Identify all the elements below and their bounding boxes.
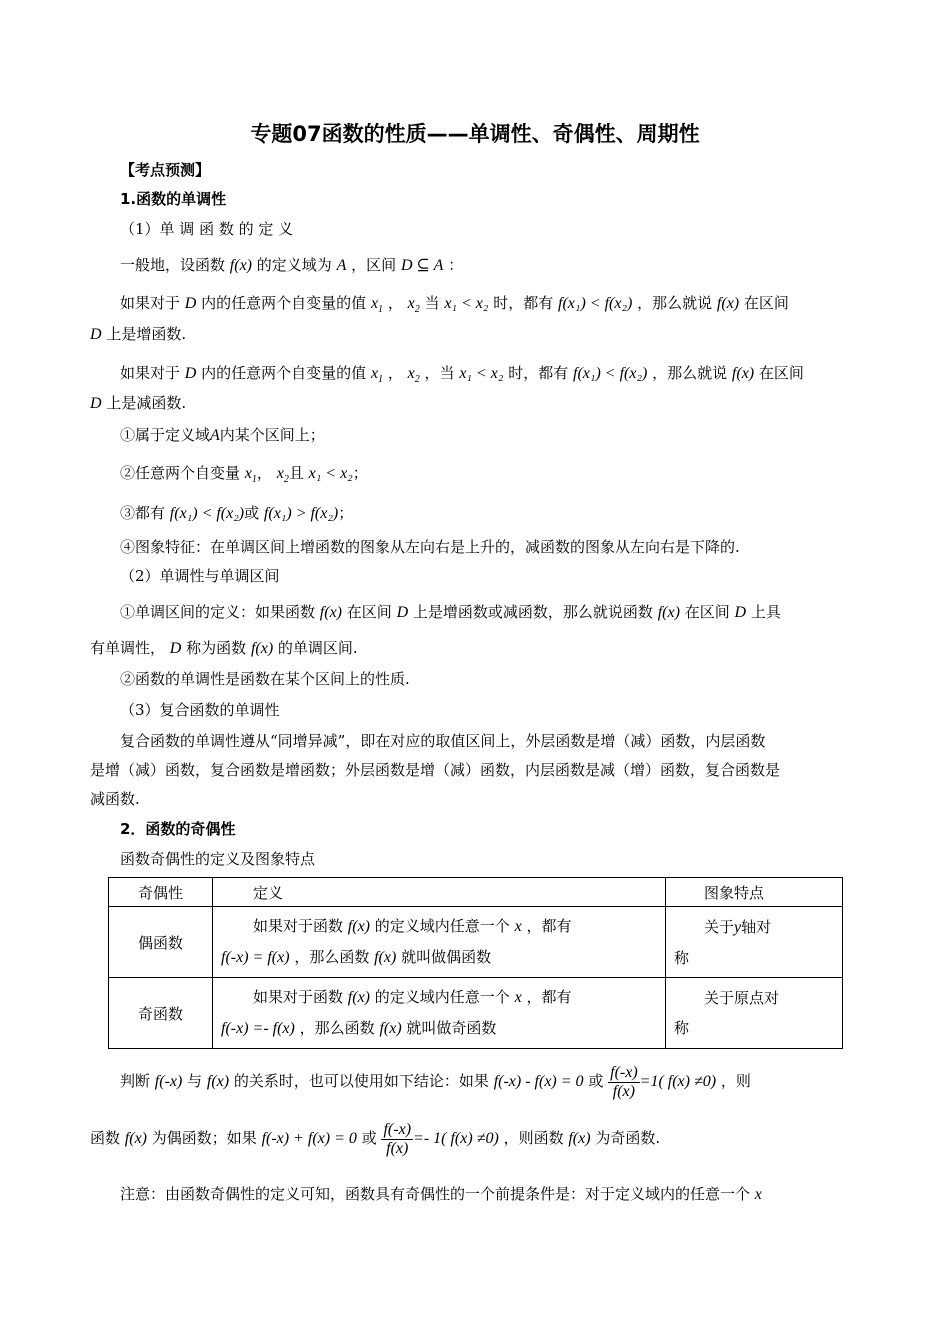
text: ， <box>387 364 403 382</box>
table-cell: 奇函数 <box>109 978 213 1049</box>
text: 为偶函数；如果 <box>151 1129 257 1147</box>
paragraph-judge-2 <box>90 1120 660 1158</box>
math-D: D <box>90 395 102 412</box>
text: ； <box>352 464 368 482</box>
math-D: D <box>734 604 747 621</box>
math-x: x <box>514 918 522 935</box>
math-D: D <box>396 604 409 621</box>
text: 的单调区间. <box>277 639 358 657</box>
math-fx: f(x) <box>379 1020 402 1037</box>
text: 与 <box>187 1072 203 1090</box>
table-header-row <box>109 878 843 907</box>
math-x1: $x_1$ <box>370 295 384 316</box>
math-fx: f(x) <box>124 1130 147 1147</box>
math-f-gt: f(x₁) > f(x₂) <box>263 505 339 522</box>
math-D: D <box>184 365 197 382</box>
math-fx: f(x) <box>347 918 370 935</box>
math-fx: f(x) <box>347 989 370 1006</box>
subheading-mono-interval: （2）单调性与单调区间 <box>120 567 280 585</box>
text: 当 <box>424 294 440 312</box>
text: 或 <box>588 1072 604 1090</box>
text: ， <box>387 294 403 312</box>
paragraph-note <box>120 1183 762 1206</box>
math-x1: $x_1$ <box>370 365 384 386</box>
math-A: A <box>210 427 220 444</box>
list-item-2 <box>120 462 368 491</box>
math-x1-lt-x2: x₁ < x₂ <box>444 295 489 312</box>
paragraph-increasing-cont <box>90 323 186 346</box>
text: ，则 <box>720 1072 751 1090</box>
math-fx: f(x) <box>206 1073 230 1090</box>
text: 在区间 <box>346 603 392 621</box>
text: 时，都有 <box>493 294 554 312</box>
text: ，则函数 <box>503 1129 564 1147</box>
paragraph-mono-interval <box>120 601 781 624</box>
math-x1-lt-x2: x₁ < x₂ <box>459 365 504 382</box>
math-fx: f(x) <box>374 949 397 966</box>
text: 上是减函数. <box>106 394 187 412</box>
math-y: y <box>734 918 742 936</box>
text: 或 <box>244 504 260 522</box>
page-title: 专题07函数的性质——单调性、奇偶性、周期性 <box>250 122 700 146</box>
math-D: D <box>184 295 197 312</box>
table-header: 定义 <box>213 878 666 907</box>
math-x1: $x_1$ <box>244 465 257 486</box>
text: ①单调区间的定义：如果函数 <box>120 603 316 621</box>
paragraph-increasing <box>120 292 789 321</box>
text: ，区间 <box>351 256 397 274</box>
text: ，那么就说 <box>637 294 713 312</box>
text: ③都有 <box>120 504 166 522</box>
math-f-negx: f(-x) <box>154 1073 183 1090</box>
text: 内某个区间上； <box>219 426 325 444</box>
text: ， <box>256 464 272 482</box>
text: ①属于定义域 <box>120 426 211 444</box>
table-cell-graph: 关于y轴对 称 <box>666 907 843 978</box>
math-sum-zero: f(-x) + f(x) = 0 <box>261 1130 357 1147</box>
table-cell: 偶函数 <box>109 907 213 978</box>
math-fx: f(x) <box>319 604 342 621</box>
math-f-lt: f(x₁) < f(x₂) <box>558 295 633 312</box>
math-odd-eq: f(-x) =- f(x) <box>221 1020 295 1037</box>
math-x1-lt-x2: x₁ < x₂ <box>308 465 353 482</box>
paragraph-judge-1 <box>120 1063 751 1101</box>
text: ，那么就说 <box>652 364 728 382</box>
text: 注意：由函数奇偶性的定义可知，函数具有奇偶性的一个前提条件是：对于定义域内的任意一个 <box>120 1185 751 1203</box>
heading-parity: 2．函数的奇偶性 <box>120 820 236 838</box>
text: 上是增函数或减函数，那么就说函数 <box>412 603 653 621</box>
paragraph-decreasing-cont <box>90 392 186 415</box>
text: 上是增函数. <box>106 325 187 343</box>
math-x: x <box>514 989 522 1006</box>
math-D-subset-A: D ⊆ A <box>400 257 444 274</box>
text: 在区间 <box>743 294 789 312</box>
paragraph-composite-3: 减函数. <box>90 790 140 808</box>
math-D: D <box>169 640 182 657</box>
math-fx: f(x) <box>657 604 680 621</box>
text: 内的任意两个自变量的值 <box>201 364 367 382</box>
math-fx: f(x) <box>229 257 252 274</box>
paragraph-composite-2: 是增（减）函数，复合函数是增函数；外层函数是增（减）函数，内层函数是减（增）函数，复合函数是 <box>90 761 781 779</box>
math-x2: $x_2$ <box>407 365 420 386</box>
text: ； <box>338 504 354 522</box>
section-tag: 【考点预测】 <box>120 161 211 179</box>
text: 一般地，设函数 <box>120 256 226 274</box>
math-diff-zero: f(-x) - f(x) = 0 <box>493 1073 584 1090</box>
math-f-lt: f(x₁) < f(x₂) <box>573 365 648 382</box>
table-header: 图象特点 <box>666 878 843 907</box>
text: ，当 <box>424 364 455 382</box>
table-caption: 函数奇偶性的定义及图象特点 <box>120 850 316 868</box>
text: 时，都有 <box>508 364 569 382</box>
paragraph-composite-1: 复合函数的单调性遵从“同增异减”，即在对应的取值区间上，外层函数是增（减）函数，内层函数 <box>120 732 766 750</box>
subheading-composite: （3）复合函数的单调性 <box>120 701 280 719</box>
table-row-even <box>109 907 843 978</box>
math-fx: f(x) <box>568 1130 591 1147</box>
text: 在区间 <box>758 364 804 382</box>
paragraph-mono-property: ②函数的单调性是函数在某个区间上的性质. <box>120 670 410 688</box>
math-fx: f(x) <box>731 365 755 382</box>
math-x2: $x_2$ <box>407 295 420 316</box>
text: 内的任意两个自变量的值 <box>201 294 367 312</box>
text: 或 <box>361 1129 377 1147</box>
text: 的关系时，也可以使用如下结论：如果 <box>233 1072 489 1090</box>
math-fx: f(x) <box>250 640 274 657</box>
paragraph-mono-interval-cont <box>90 637 358 660</box>
text: ②任意两个自变量 <box>120 464 241 482</box>
table-cell-graph: 关于原点对 称 <box>666 978 843 1049</box>
table-cell-definition: 如果对于函数 f(x) 的定义域内任意一个 x ，都有 f(-x) = f(x) ，那么函数 f(x) 就叫做偶函数 <box>213 907 666 978</box>
math-fraction: $\frac{f(-x)}{f(x)}$ <box>610 1063 638 1100</box>
paragraph-general <box>120 254 463 277</box>
text: 如果对于 <box>120 364 181 382</box>
math-fraction: $\frac{f(-x)}{f(x)}$ <box>383 1120 412 1157</box>
table-row-odd <box>109 978 843 1049</box>
list-item-4: ④图象特征：在单调区间上增函数的图象从左向右是上升的，减函数的图象从左向右是下降的. <box>120 538 740 556</box>
math-D: D <box>90 326 102 343</box>
math-ratio-one: =1( f(x) ≠0) <box>639 1073 717 1090</box>
text: ： <box>448 256 464 274</box>
list-item-3 <box>120 502 353 525</box>
parity-table <box>108 877 843 1049</box>
math-f-lt: f(x₁) < f(x₂) <box>169 505 245 522</box>
text: 且 <box>288 464 304 482</box>
text: 的定义域为 <box>256 256 332 274</box>
text: 如果对于 <box>120 294 181 312</box>
text: 有单调性， <box>90 639 166 657</box>
text: 上具 <box>750 603 781 621</box>
subheading-definition: （1）单 调 函 数 的 定 义 <box>120 220 294 238</box>
text: 称为函数 <box>186 639 247 657</box>
math-even-eq: f(-x) = f(x) <box>221 949 290 966</box>
table-cell-definition: 如果对于函数 f(x) 的定义域内任意一个 x ，都有 f(-x) =- f(x) ，那么函数 f(x) 就叫做奇函数 <box>213 978 666 1049</box>
math-A: A <box>336 257 347 274</box>
text: 判断 <box>120 1072 151 1090</box>
heading-monotonicity: 1.函数的单调性 <box>120 190 227 208</box>
list-item-1 <box>120 424 325 447</box>
math-ratio-neg-one: =- 1( f(x) ≠0) <box>413 1130 499 1147</box>
paragraph-decreasing <box>120 362 804 391</box>
table-header: 奇偶性 <box>109 878 213 907</box>
math-x: x <box>754 1186 762 1203</box>
text: 函数 <box>90 1129 121 1147</box>
math-fx: f(x) <box>716 295 740 312</box>
math-x2: $x_2$ <box>276 465 289 486</box>
text: 在区间 <box>684 603 730 621</box>
text: 为奇函数. <box>595 1129 661 1147</box>
